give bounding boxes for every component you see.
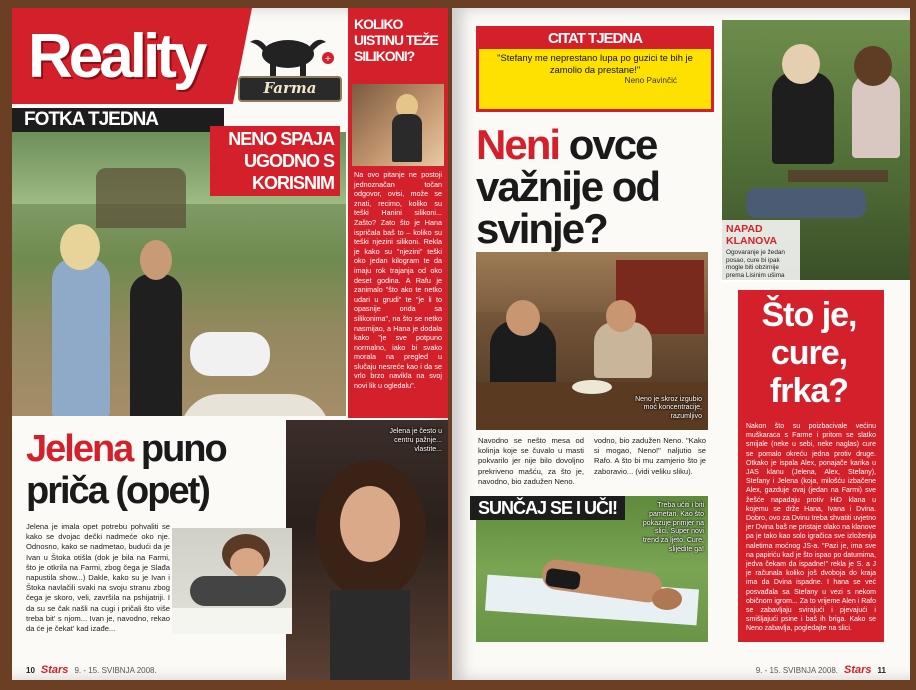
right-date: 9. - 15. SVIBNJA 2008. <box>755 665 838 675</box>
clans-box <box>722 220 800 282</box>
right-brand: Stars <box>844 664 872 676</box>
person-neno <box>130 274 182 416</box>
clans-caption: Ogovaranje je žedan posao, cure bi ipak mogle biti obzirnije prema Lisinim ušima <box>726 249 785 279</box>
girls-text: Nakon što su poizbacivale većinu muškaraca s Farme i pritom se slatko smijale (neke u sebi, neke naglas) cure se pomalo okreću jedna protiv druge. Otkako je ispala Alex, ponajače karika u JAS klanu (Jelena, Alex, Stefany), Stefany i Jelena (koja, milošću izbačene Alex, gazduje ovaj (jedan na Farmi) sve žešće napadaju protiv HiD klana u kojemu se drže Hana, Ivana i Dvina. Dobro, ovo za Dvinu treba shvatiti uvjetno jer Dvina baš ne pristaje olako na klanove pa je tako kao solo igračica sve izloženija naletima moćnog JS-a. "Pazi je, ima sve na papiriću kad je što ispao po datumima, jedva čekam da ispadne!" rekla je S. a J je računala koliko još dvoboja do kraja ima da Dvina ispadne. I hana se već posvađala sa Stefany u vezi s nekom običnom igrom... Za to vrijeme Alen i Rafo se zabavljaju svirajući i pjevajući i smišljajući psine i baš ih briga. Kako se Neno zabavlja, pogledajte na slici. <box>746 423 876 633</box>
neno-text-col2: vodno, bio zadužen Neno. "Kako si mogao, Neno!" naljutio se Rafo. A što bi mu zamjerio što je zaboravio... (vidi veliku sliku). <box>594 436 706 476</box>
girls-column <box>738 290 884 642</box>
farma-badge-label: Farma <box>238 76 342 102</box>
left-brand: Stars <box>40 664 69 676</box>
right-page <box>452 8 910 680</box>
main-headline-line1: ovce <box>568 121 657 168</box>
right-footer <box>756 664 886 676</box>
sidebar-question: KOLIKO UISTINU TEŽE SILIKONI? <box>354 16 438 64</box>
photo-of-week-label: FOTKA TJEDNA <box>12 108 224 132</box>
main-headline-highlight: Neni <box>476 121 560 168</box>
quote-box <box>476 26 714 112</box>
left-page-number: 10 <box>26 665 35 675</box>
right-page-number: 11 <box>877 665 886 675</box>
left-date: 9. - 15. SVIBNJA 2008. <box>74 665 157 675</box>
left-page <box>12 8 448 680</box>
sidebar-text: Na ovo pitanje ne postoji jednoznačan točan odgovor, ovisi, može se znati, recimo, koliko su teški Hanini silikoni... Zašto? Zato što je Hana ispričala baš to – koliko su teški njezini silikoni. Rekla je kako su "njezini" teški oko jedan kilogram te da imaju rok trajanja od oko deset godina. A Rafu je zanimalo "što ako te netko udari u grudi" te "je li to opasnije onda sa silikonima", na što se netko nasmijao, a Hana je dodala kako "je sve potpuno normalno, iako bi svako morala na pregled u slučaju nesreće kao i da se vrlo brzo navikla na svoj novi lik u ogledalu". <box>354 170 442 391</box>
photo-jelena-dark <box>286 420 448 680</box>
main-headline <box>476 121 726 252</box>
sheep <box>180 394 330 416</box>
reality-logo-word: Reality <box>28 22 204 91</box>
jelena-caption: Jelena je često u centru pažnje... vlastite... <box>389 428 442 453</box>
girls-headline-2: cure, <box>770 334 848 372</box>
quote-author: Neno Pavinčić <box>624 76 677 86</box>
farma-badge <box>236 32 340 104</box>
quote-label: CITAT TJEDNA <box>479 29 711 49</box>
person-bending <box>190 332 270 376</box>
person-woman-left <box>52 258 110 416</box>
dinner-caption: Neno je skroz izgubio moć koncentracije, razumljivo <box>635 395 702 421</box>
photo-jelena-lying <box>172 528 292 634</box>
svg-text:+: + <box>324 54 332 63</box>
girls-headline-3: frka? <box>769 372 849 410</box>
girls-headline-1: Što je, <box>761 296 857 334</box>
main-headline-line2: važnije od <box>476 163 660 210</box>
photo-dinner <box>476 252 708 430</box>
quote-text: "Stefany me neprestano lupa po guzici te bih je zamolio da prestane!" <box>497 52 693 75</box>
photo-hana <box>352 84 444 166</box>
photo-headline-text: NENO SPAJA UGODNO S KORISNIM <box>210 126 340 196</box>
girls-headline <box>738 296 880 410</box>
clans-label: NAPAD KLANOVA <box>726 223 778 247</box>
jelena-headline-rest-1: puno <box>140 428 226 470</box>
jelena-headline-rest-2: priča (opet) <box>26 470 209 512</box>
photo-headline <box>210 126 340 196</box>
jelena-headline-name: Jelena <box>26 428 133 470</box>
main-headline-line3: svinje? <box>476 205 607 252</box>
left-footer <box>26 664 157 676</box>
sunbathing-caption: Treba učiti i biti pametan. Kao što pokazuje primjer na slici. Super novi trend za ljeto. Cure, slijedite ga! <box>642 502 704 553</box>
silikoni-sidebar <box>348 8 448 418</box>
neno-text-col1: Navodno se nešto mesa od kolinja koje se čuvalo u masti pokvarilo jer nije bilo dovoljno prekriveno mašću, za što je, navodno, bio zadužen Neno. <box>478 436 584 486</box>
jelena-text: Jelena je imala opet potrebu pohvaliti se kako se dvojac dečki nadmeće oko nje. Odnosno, kako se nadmetao, budući da je Ivan u Štoka otišla (dok je bila na Farmi, što je otkrila na Farmi, zbog čega je Slađa napustila show...) Dakle, kako su je Ivan i Štoka navlačili svaki na svoju stranu zbog čega je skoro, veli, završila na pshijatriji. I da su se čak našli na cugi i pričali što više treba bit' s njom... Ivan je, navodno, rekao da će je čekat' kad izađe... <box>26 522 170 634</box>
jelena-headline <box>26 428 286 512</box>
sunbathing-label: SUNČAJ SE I UČI! <box>470 496 625 520</box>
